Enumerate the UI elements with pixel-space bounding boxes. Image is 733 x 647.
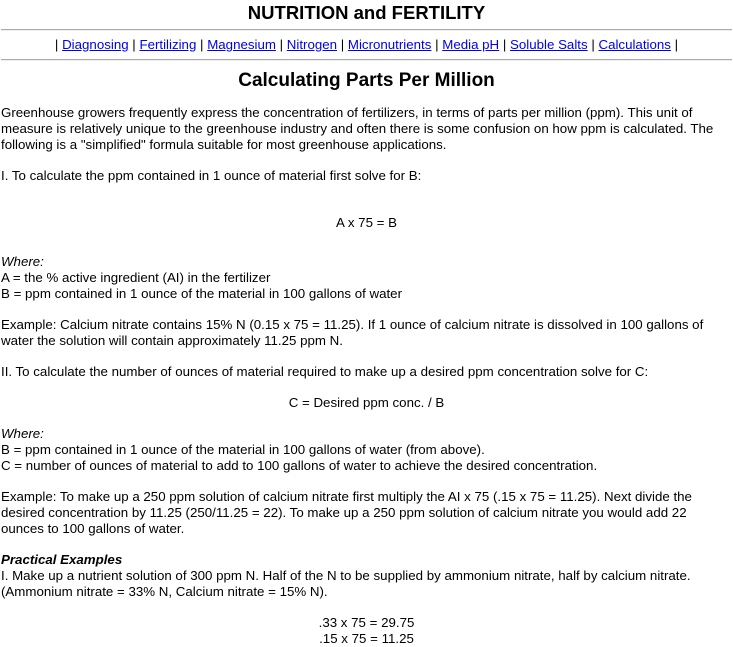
practical-calc: .33 x 75 = 29.75 — [318, 615, 415, 630]
part1-example: Example: Calcium nitrate contains 15% N (0.15 x 75 = 11.25). If 1 ounce of calcium nitrate is dissolved in 100 gallons of water the solution will contain approximately 11.25 ppm N. — [1, 317, 704, 348]
practical-heading: Practical Examples — [1, 552, 123, 567]
nav-link-diagnosing[interactable]: Diagnosing — [62, 37, 129, 52]
nav-link-magnesium[interactable]: Magnesium — [207, 37, 276, 52]
divider — [1, 29, 732, 31]
nav-link-calculations[interactable]: Calculations — [598, 37, 671, 52]
part1-def-a: A = the % active ingredient (AI) in the fertilizer — [1, 270, 271, 285]
site-title: NUTRITION and FERTILITY — [247, 2, 486, 23]
nav-link-fertilizing[interactable]: Fertilizing — [139, 37, 197, 52]
part2-def-b: B = ppm contained in 1 ounce of the material in 100 gallons of water (from above). — [1, 442, 485, 457]
part2-intro: II. To calculate the number of ounces of material required to make up a desired ppm concentration solve for C: — [1, 364, 649, 379]
part2-formula: C = Desired ppm conc. / B — [288, 395, 445, 410]
part1-def-b: B = ppm contained in 1 ounce of the material in 100 gallons of water — [1, 286, 403, 301]
part2-def-c: C = number of ounces of material to add to 100 gallons of water to achieve the desired concentration. — [1, 458, 598, 473]
page-title: Calculating Parts Per Million — [238, 70, 495, 91]
divider — [1, 59, 732, 61]
part1-intro: I. To calculate the ppm contained in 1 ounce of material first solve for B: — [1, 168, 422, 183]
nav-link-nitrogen[interactable]: Nitrogen — [286, 37, 338, 52]
part2-example: Example: To make up a 250 ppm solution of calcium nitrate first multiply the AI x 75 (.15 x 75 = 11.25). Next divide the desired concentration by 11.25 (250/11.25 = 22). To make up a 250 ppm solution of calcium nitrate you would add 22 ounces to 100 gallons of water. — [1, 489, 692, 536]
part1-formula: A x 75 = B — [336, 215, 397, 230]
part1-where-label: Where: — [1, 254, 44, 269]
nav-link-media-ph[interactable]: Media pH — [442, 37, 500, 52]
part2-where-label: Where: — [1, 426, 44, 441]
practical-calc: .15 x 75 = 11.25 — [319, 631, 414, 646]
intro-paragraph: Greenhouse growers frequently express the concentration of fertilizers, in terms of parts per million (ppm). This unit of measure is relatively unique to the greenhouse industry and often there is some confusion on how ppm is calculated. The following is a "simplified" formula suitable for most greenhouse applications. — [1, 105, 714, 152]
practical-intro: I. Make up a nutrient solution of 300 ppm N. Half of the N to be supplied by ammonium nitrate, half by calcium nitrate. (Ammonium nitrate = 33% N, Calcium nitrate = 15% N). — [1, 568, 691, 599]
nav-link-soluble-salts[interactable]: Soluble Salts — [510, 37, 588, 52]
nav-bar: | Diagnosing | Fertilizing | Magnesium | Nitrogen | Micronutrients | Media pH | Soluble Salts | Calculations | — [54, 37, 679, 52]
nav-link-micronutrients[interactable]: Micronutrients — [347, 37, 432, 52]
